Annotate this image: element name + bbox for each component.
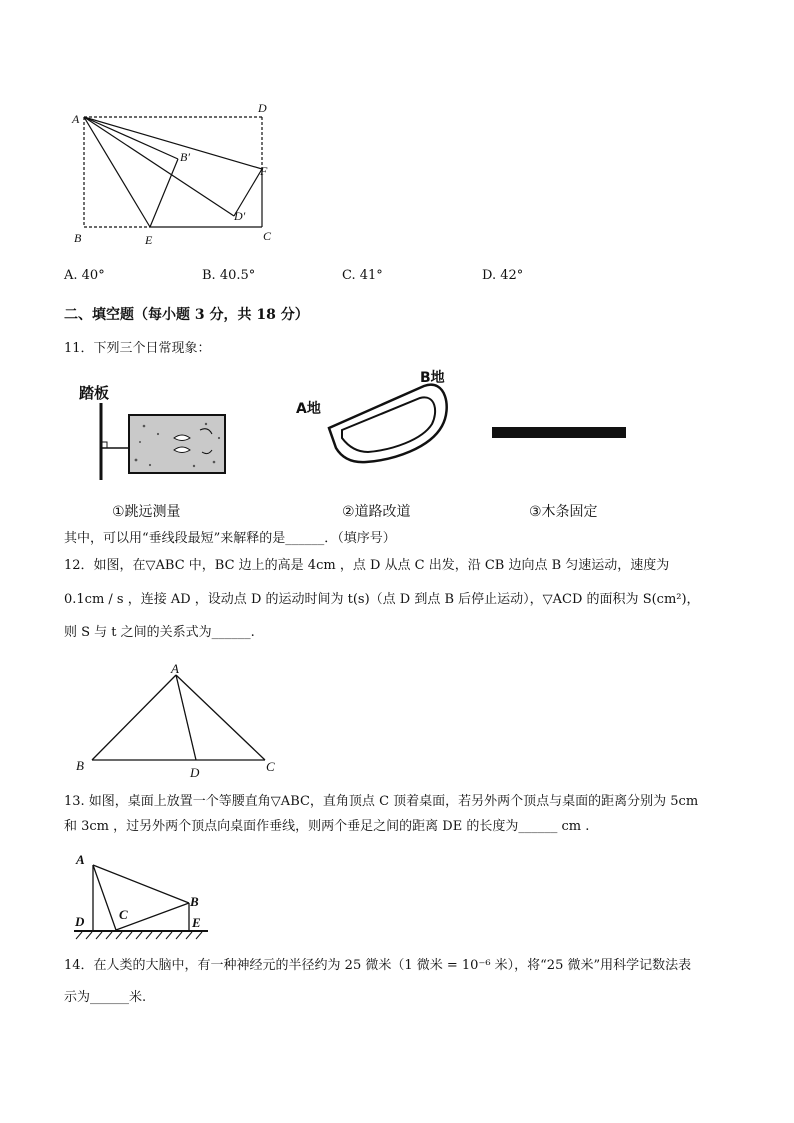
q10-line-abp — [84, 117, 178, 159]
q12-label-c: C — [266, 759, 275, 774]
section-title: 二、填空题（每小题 3 分，共 18 分） — [64, 307, 309, 323]
q13-line-1: 13. 如图，桌面上放置一个等腰直角▽ABC，直角顶点 C 顶着桌面，若另外两个顶点与桌面的距离分别为 5cm — [64, 794, 699, 809]
q13-label-b: B — [190, 894, 199, 909]
q10-label-bp: B′ — [180, 150, 190, 164]
q14-line-2: 示为______米. — [64, 990, 147, 1005]
q11-caption-2: ②道路改道 — [342, 504, 411, 520]
q10-label-b: B — [74, 231, 82, 245]
q11-figures — [74, 368, 634, 523]
q11-caption-1: ①跳远测量 — [112, 504, 181, 520]
q11-fig2-label-b: B地 — [420, 370, 445, 386]
q13-line-2: 和 3cm ，过另外两个顶点向桌面作垂线，则两个垂足之间的距离 DE 的长度为______ cm . — [64, 819, 590, 834]
q10-label-a: A — [72, 112, 80, 126]
q10-label-c: C — [263, 229, 272, 243]
q13-label-d: D — [75, 914, 85, 929]
q11-road-outer — [329, 385, 447, 462]
q11-question: 其中，可以用“垂线段最短”来解释的是______．（填序号） — [64, 531, 396, 546]
q11-fig2-label-a: A地 — [296, 401, 321, 417]
q10-option-d: D. 42° — [482, 268, 524, 283]
q13-label-a: A — [76, 852, 85, 867]
q10-option-b: B. 40.5° — [202, 268, 256, 283]
q10-label-e: E — [145, 233, 153, 247]
q12-line-ac — [176, 675, 265, 760]
q10-label-f: F — [260, 164, 268, 178]
q13-figure — [70, 848, 215, 943]
q12-line-ad — [176, 675, 196, 760]
q10-option-c: C. 41° — [342, 268, 383, 283]
q10-figure — [60, 95, 290, 255]
q12-line-1: 12．如图，在▽ABC 中，BC 边上的高是 4cm ，点 D 从点 C 出发，沿 CB 边向点 B 匀速运动，速度为 — [64, 558, 670, 573]
q12-label-a: A — [171, 661, 179, 676]
q12-line-2: 0.1cm / s ，连接 AD ，设动点 D 的运动时间为 t(s)（点 D 到点 B 后停止运动），▽ACD 的面积为 S(cm²)， — [64, 592, 700, 607]
q12-line-3: 则 S 与 t 之间的关系式为______. — [64, 625, 255, 640]
q10-label-d: D — [258, 101, 267, 115]
q10-option-a: A. 40° — [64, 268, 105, 283]
q12-line-ab — [92, 675, 176, 760]
q13-line-ac — [93, 865, 116, 930]
q13-label-e: E — [192, 915, 201, 930]
q11-wood-strip — [492, 427, 626, 438]
q13-line-ab — [93, 865, 189, 903]
q11-sandpit — [129, 415, 225, 473]
q11-fig1-label: 踏板 — [79, 384, 110, 402]
q12-figure — [70, 660, 290, 785]
q11-caption-3: ③木条固定 — [529, 504, 598, 520]
q12-label-d: D — [190, 765, 200, 780]
q10-label-dp: D′ — [234, 209, 246, 223]
q11-stem: 11．下列三个日常现象： — [64, 341, 211, 356]
q13-label-c: C — [119, 907, 128, 922]
q10-line-adp — [84, 117, 234, 216]
q12-label-b: B — [76, 758, 84, 773]
q11-road-inner — [342, 397, 435, 452]
q14-line-1: 14．在人类的大脑中，有一种神经元的半径约为 25 微米（1 微米 = 10⁻⁶ 米），将“25 微米”用科学记数法表 — [64, 958, 692, 973]
